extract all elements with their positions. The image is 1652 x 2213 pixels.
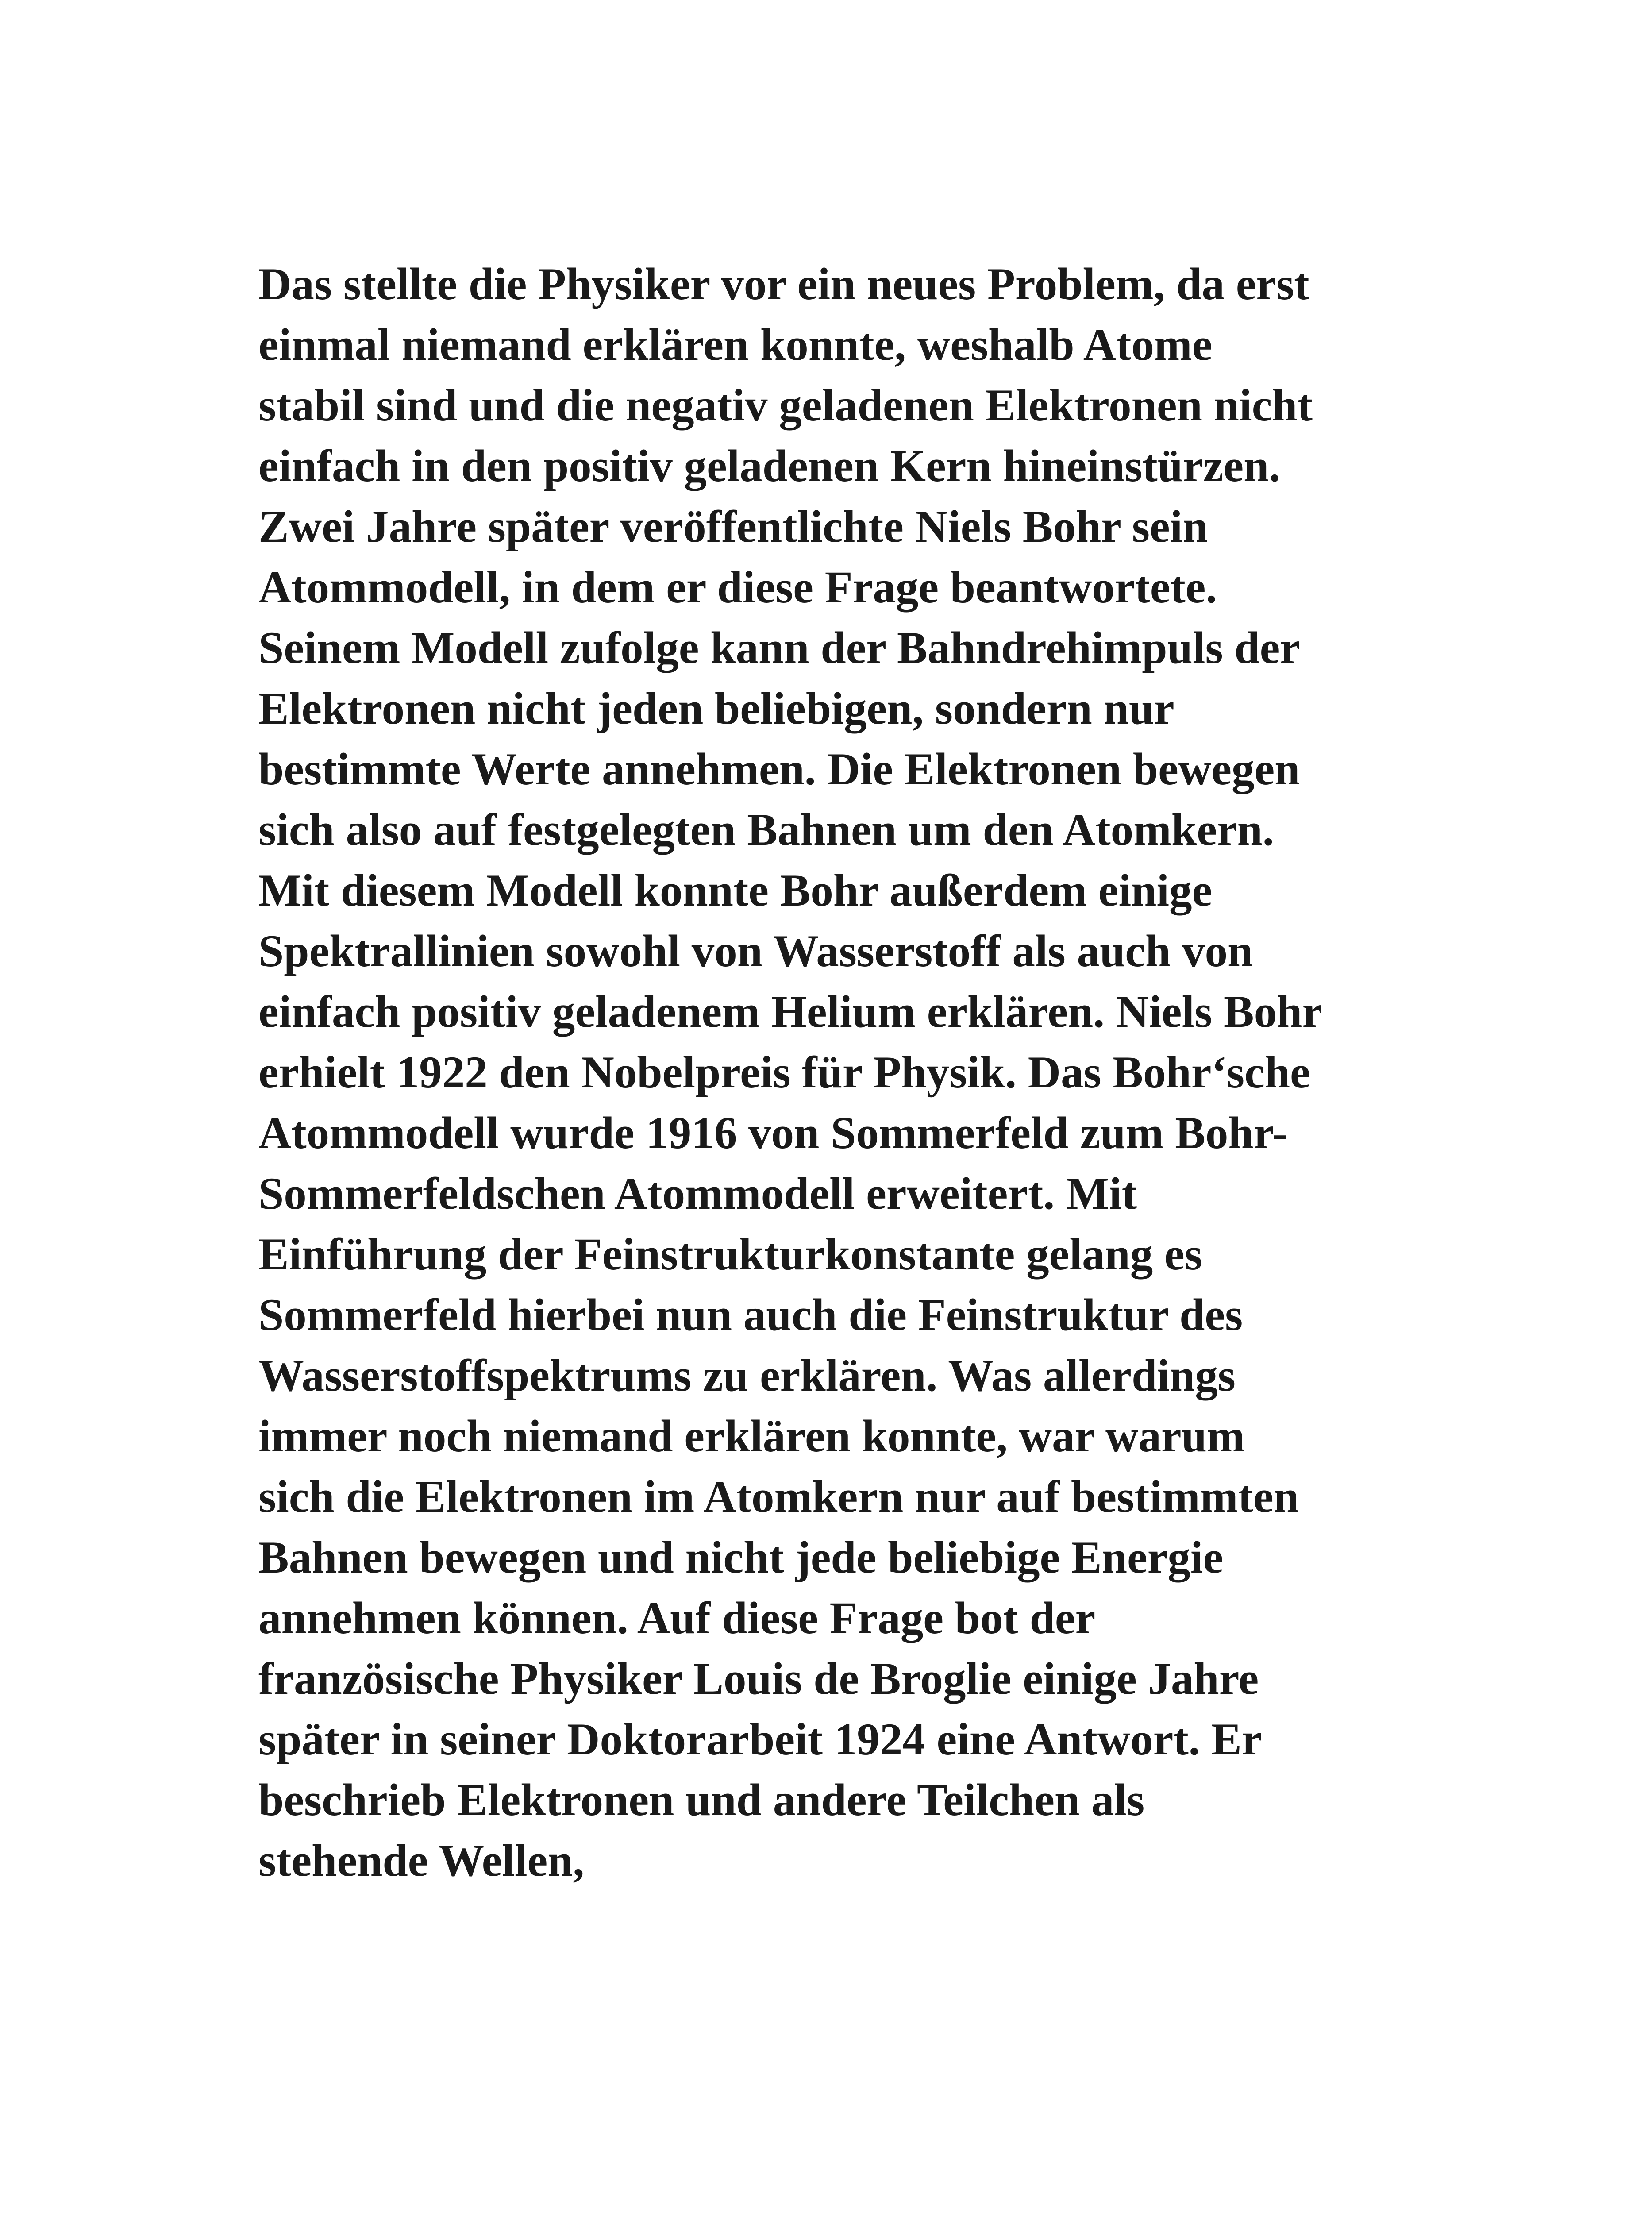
text-line: beschrieb Elektronen und andere Teilchen als bbox=[258, 1775, 1145, 1825]
text-line: Mit diesem Modell konnte Bohr außerdem einige bbox=[258, 865, 1213, 916]
text-line: stabil sind und die negativ geladenen Elektronen nicht bbox=[258, 380, 1313, 431]
body-text bbox=[258, 254, 1630, 1891]
text-line: Atommodell wurde 1916 von Sommerfeld zum Bohr- bbox=[258, 1108, 1287, 1158]
text-line: erhielt 1922 den Nobelpreis für Physik. Das Bohr‘sche bbox=[258, 1047, 1310, 1098]
text-line: Elektronen nicht jeden beliebigen, sondern nur bbox=[258, 683, 1174, 734]
text-line: Das stellte die Physiker vor ein neues Problem, da erst bbox=[258, 259, 1309, 309]
text-line: Einführung der Feinstrukturkonstante gelang es bbox=[258, 1229, 1202, 1280]
text-line: Atommodell, in dem er diese Frage beantwortete. bbox=[258, 562, 1217, 613]
text-line: französische Physiker Louis de Broglie einige Jahre bbox=[258, 1654, 1259, 1704]
text-line: später in seiner Doktorarbeit 1924 eine Antwort. Er bbox=[258, 1714, 1262, 1765]
text-line: Wasserstoffspektrums zu erklären. Was allerdings bbox=[258, 1350, 1236, 1401]
text-line: Bahnen bewegen und nicht jede beliebige Energie bbox=[258, 1532, 1224, 1583]
text-line: annehmen können. Auf diese Frage bot der bbox=[258, 1593, 1096, 1643]
text-line: einmal niemand erklären konnte, weshalb Atome bbox=[258, 320, 1213, 370]
text-line: bestimmte Werte annehmen. Die Elektronen bewegen bbox=[258, 744, 1300, 794]
text-line: einfach positiv geladenem Helium erklären. Niels Bohr bbox=[258, 987, 1323, 1037]
text-line: immer noch niemand erklären konnte, war warum bbox=[258, 1411, 1245, 1461]
text-line: Zwei Jahre später veröffentlichte Niels Bohr sein bbox=[258, 501, 1208, 552]
text-line: sich die Elektronen im Atomkern nur auf bestimmten bbox=[258, 1472, 1299, 1522]
text-line: stehende Wellen, bbox=[258, 1835, 585, 1886]
text-line: Seinem Modell zufolge kann der Bahndrehimpuls der bbox=[258, 623, 1301, 673]
text-line: sich also auf festgelegten Bahnen um den Atomkern. bbox=[258, 805, 1274, 855]
text-line: Sommerfeldschen Atommodell erweitert. Mit bbox=[258, 1168, 1137, 1219]
text-line: Spektrallinien sowohl von Wasserstoff als auch von bbox=[258, 926, 1253, 976]
text-line: einfach in den positiv geladenen Kern hineinstürzen. bbox=[258, 441, 1281, 491]
text-line: Sommerfeld hierbei nun auch die Feinstruktur des bbox=[258, 1290, 1243, 1340]
